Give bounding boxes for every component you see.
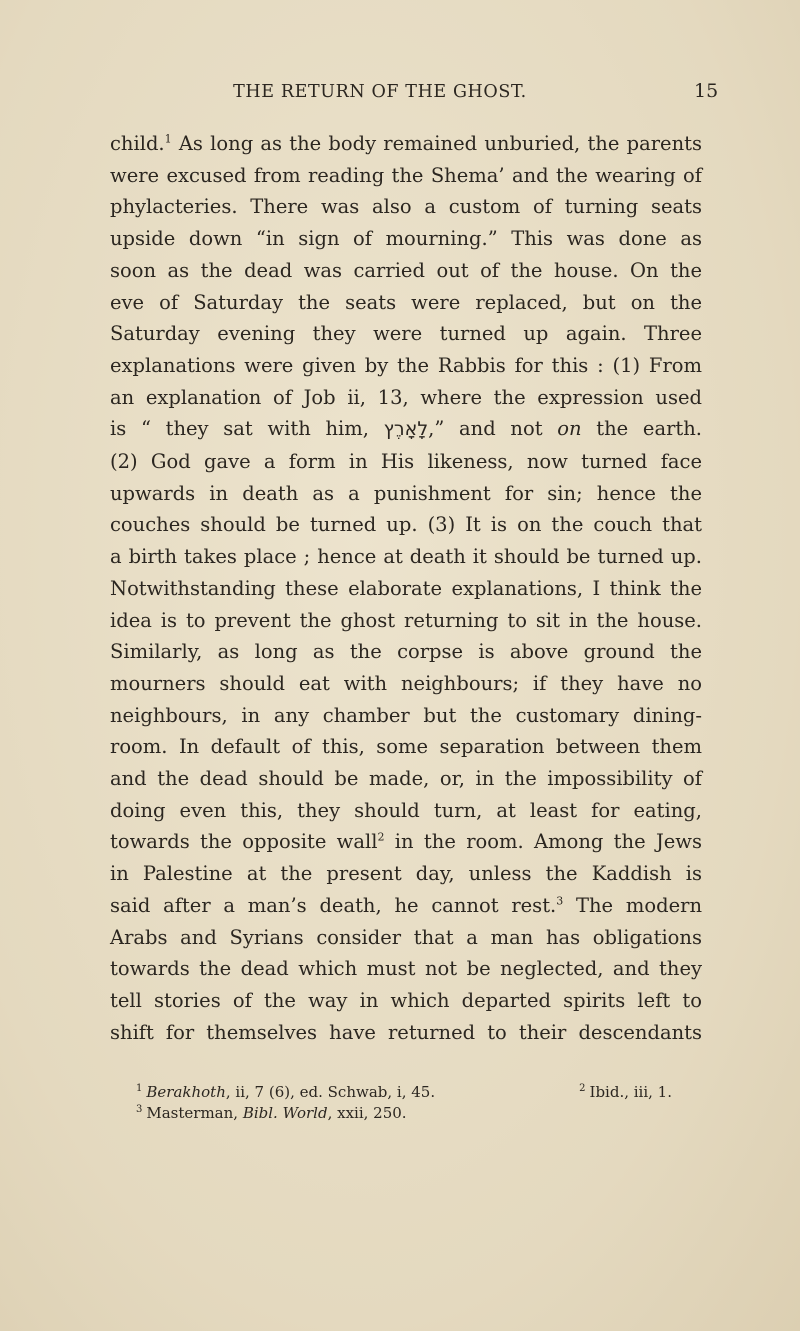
text-line: Similarly, as long as the corpse is above ground the bbox=[110, 640, 702, 664]
text-line: Notwithstanding these elaborate explanations, I think the bbox=[110, 576, 702, 600]
footnotes bbox=[136, 1082, 702, 1124]
text-line: couches should be turned up. (3) It is on the couch that bbox=[110, 513, 702, 537]
text-line: eve of Saturday the seats were replaced, but on the bbox=[110, 290, 702, 314]
footnote-3: $^3$ Masterman, Bibl. World, xxii, 250. bbox=[136, 1104, 407, 1122]
text-line: were excused from reading the Shema’ and the wearing of bbox=[110, 163, 702, 187]
text-line: in Palestine at the present day, unless the Kaddish is bbox=[110, 862, 702, 886]
text-line: said after a man’s death, he cannot rest.$^3$ The modern bbox=[110, 893, 702, 917]
text-line: upwards in death as a punishment for sin; hence the bbox=[110, 481, 702, 505]
text-line: explanations were given by the Rabbis for this : (1) From bbox=[110, 353, 702, 377]
hebrew-word: לָאָרֶץ bbox=[383, 418, 429, 441]
text-line: neighbours, in any chamber but the customary dining- bbox=[110, 703, 702, 727]
text-line: is “ they sat with him, לָאָרֶץ,” and not on the earth. bbox=[110, 417, 702, 441]
footnote-row bbox=[136, 1082, 702, 1103]
text-line: tell stories of the way in which departed spirits left to bbox=[110, 988, 702, 1012]
footnote-2: $^2$ Ibid., iii, 1. bbox=[579, 1083, 672, 1101]
text-line: room. In default of this, some separation between them bbox=[110, 735, 702, 759]
text-line: towards the opposite wall$^2$ in the room. Among the Jews bbox=[110, 830, 703, 854]
footnote-row bbox=[136, 1103, 702, 1124]
text-line: Saturday evening they were turned up again. Three bbox=[110, 322, 702, 346]
text-line: (2) God gave a form in His likeness, now turned face bbox=[110, 450, 702, 474]
text-line: an explanation of Job ii, 13, where the expression used bbox=[110, 385, 702, 409]
running-head: THE RETURN OF THE GHOST. bbox=[233, 82, 527, 102]
text-line: and the dead should be made, or, in the impossibility of bbox=[110, 767, 702, 791]
text-line: doing even this, they should turn, at least for eating, bbox=[110, 798, 702, 822]
text-line: child.$^1$ As long as the body remained unburied, the parents bbox=[110, 132, 702, 155]
text-line: towards the dead which must not be neglected, and they bbox=[110, 957, 702, 981]
text-line: shift for themselves have returned to their descendants bbox=[110, 1020, 702, 1044]
text-line: Arabs and Syrians consider that a man has obligations bbox=[110, 925, 702, 949]
text-line: upside down “in sign of mourning.” This was done as bbox=[110, 227, 702, 251]
body-text bbox=[110, 128, 702, 1048]
footnote-1: $^1$ Berakhoth, ii, 7 (6), ed. Schwab, i, 45. bbox=[136, 1083, 436, 1101]
text-line: mourners should eat with neighbours; if they have no bbox=[110, 671, 702, 695]
text-line: a birth takes place ; hence at death it should be turned up. bbox=[110, 545, 702, 569]
text-line: idea is to prevent the ghost returning to sit in the house. bbox=[110, 608, 702, 632]
text-line: phylacteries. There was also a custom of turning seats bbox=[110, 195, 702, 219]
page-number: 15 bbox=[694, 80, 719, 102]
text-line: soon as the dead was carried out of the house. On the bbox=[110, 258, 702, 282]
